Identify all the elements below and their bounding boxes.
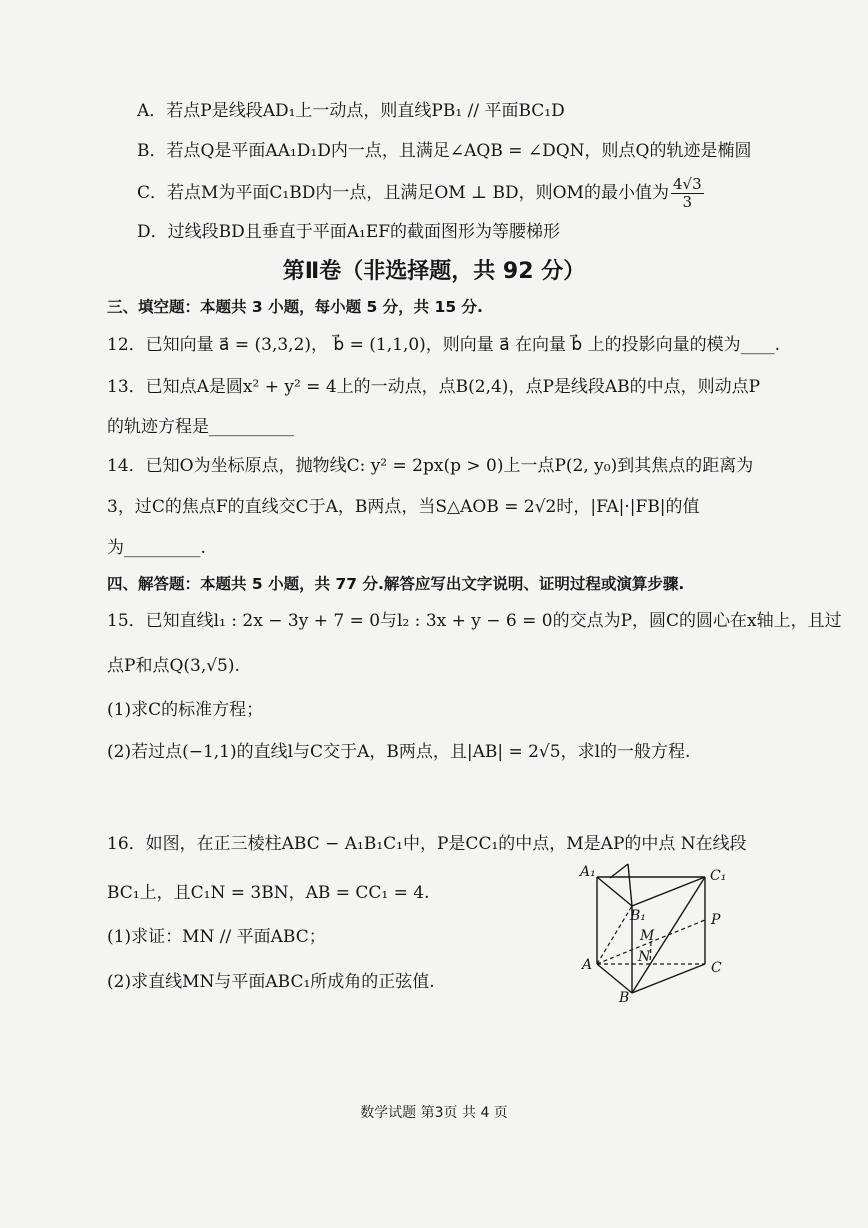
question-15-line-1: 15．已知直线l₁ : 2x − 3y + 7 = 0与l₂ : 3x + y − 6 = 0的交点为P，圆C的圆心在x轴上，且过 — [107, 611, 842, 631]
label-b1: B₁ — [630, 908, 646, 924]
section-3-heading: 三、填空题：本题共 3 小题，每小题 5 分，共 15 分. — [107, 298, 483, 316]
question-16-line-1: 16．如图，在正三棱柱ABC − A₁B₁C₁中，P是CC₁的中点，M是AP的中点 N在线段 — [107, 834, 747, 854]
fraction-numerator: 4√3 — [672, 175, 702, 193]
question-13-line-2: 的轨迹方程是__________ — [107, 417, 294, 437]
edge-b1-c1 — [632, 877, 705, 906]
label-m: M — [640, 928, 655, 944]
label-a1: A₁ — [580, 864, 596, 880]
question-15-part-2: (2)若过点(−1,1)的直线l与C交于A，B两点，且|AB| = 2√5，求l的一般方程. — [107, 742, 691, 762]
triangular-prism-figure — [570, 860, 770, 1010]
option-c-text: C．若点M为平面C₁BD内一点，且满足OM ⊥ BD，则OM的最小值为 — [137, 183, 669, 203]
edge-a-b — [597, 964, 632, 993]
label-p: P — [711, 912, 721, 928]
section-4-heading: 四、解答题：本题共 5 小题，共 77 分.解答应写出文字说明、证明过程或演算步骤. — [107, 575, 685, 593]
question-14-line-3: 为_________. — [107, 538, 206, 558]
question-13-line-1: 13．已知点A是圆x² + y² = 4上的一动点，点B(2,4)，点P是线段AB的中点，则动点P — [107, 377, 761, 397]
roof-line-2 — [628, 864, 632, 906]
question-16-part-1: (1)求证：MN // 平面ABC； — [107, 927, 326, 947]
option-a: A．若点P是线段AD₁上一动点，则直线PB₁ // 平面BC₁D — [137, 101, 565, 121]
edge-b-c — [632, 964, 705, 993]
hidden-segment-a-b1 — [597, 906, 632, 964]
question-15-part-1: (1)求C的标准方程； — [107, 700, 264, 720]
edge-a1-b1 — [597, 877, 632, 906]
option-c-fraction — [671, 176, 704, 211]
question-15-line-2: 点P和点Q(3,√5). — [107, 656, 240, 676]
label-a: A — [582, 957, 593, 973]
label-b: B — [619, 990, 630, 1006]
option-c — [137, 176, 704, 211]
part-title: 第Ⅱ卷（非选择题，共 92 分） — [282, 259, 586, 284]
option-d: D．过线段BD且垂直于平面A₁EF的截面图形为等腰梯形 — [137, 222, 561, 242]
page-footer: 数学试题 第3页 共 4 页 — [360, 1105, 508, 1121]
question-12: 12．已知向量 a⃗ = (3,3,2)， b⃗ = (1,1,0)，则向量 a⃗ 在向量 b⃗ 上的投影向量的模为____. — [107, 335, 781, 355]
fraction-denominator: 3 — [682, 193, 693, 211]
label-c: C — [711, 960, 722, 976]
question-16-line-2: BC₁上，且C₁N = 3BN，AB = CC₁ = 4. — [107, 883, 430, 903]
question-14-line-1: 14．已知O为坐标原点，抛物线C: y² = 2px(p > 0)上一点P(2, y₀)到其焦点的距离为 — [107, 456, 754, 476]
option-b: B．若点Q是平面AA₁D₁D内一点，且满足∠AQB = ∠DQN，则点Q的轨迹是椭圆 — [137, 141, 752, 161]
question-14-line-2: 3，过C的焦点F的直线交C于A，B两点，当S△AOB = 2√2时，|FA|·|FB|的值 — [107, 497, 700, 517]
question-16-part-2: (2)求直线MN与平面ABC₁所成角的正弦值. — [107, 972, 435, 992]
label-c1: C₁ — [710, 868, 727, 884]
label-n: N — [638, 949, 651, 965]
roof-line-1 — [610, 864, 628, 878]
